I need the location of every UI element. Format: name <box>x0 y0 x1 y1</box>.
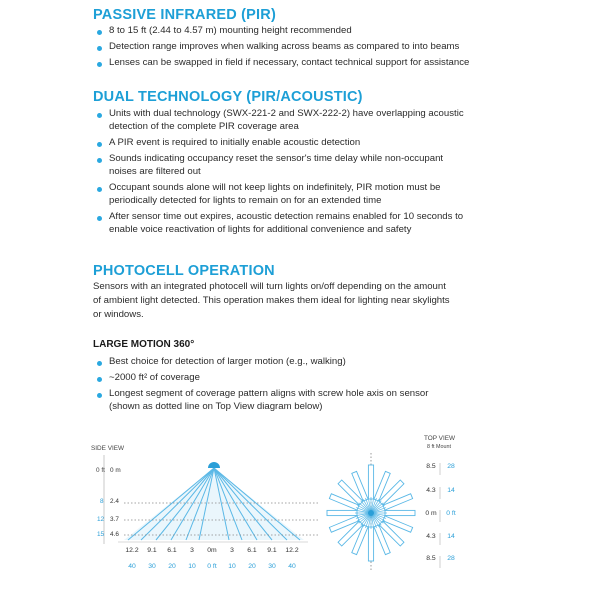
height-m-label: 2.4 <box>110 498 119 505</box>
height-m-label: 3.7 <box>110 516 119 523</box>
dual-bullet-line: A PIR event is required to initially enable acoustic detection <box>109 137 361 148</box>
m-axis-tick: 9.1 <box>267 547 277 554</box>
dual-bullet-line: After sensor time out expires, acoustic detection remains enabled for 10 seconds to <box>109 211 464 222</box>
top-scale-ft-label: 28 <box>447 463 455 470</box>
m-axis-tick: 6.1 <box>167 547 177 554</box>
dual-bullet-line: Units with dual technology (SWX-221-2 and SWX-222-2) have overlapping acoustic <box>109 108 464 119</box>
top-view-subtitle: 8 ft Mount <box>427 444 451 450</box>
photocell-text-line: Sensors with an integrated photocell will turn lights on/off depending on the amount <box>93 281 446 292</box>
large-motion-bullet-line: Best choice for detection of larger motion (e.g., walking) <box>109 356 346 367</box>
height-ft-label: 0 ft <box>96 467 105 474</box>
large-motion-bullet-line: ~2000 ft² of coverage <box>109 372 200 383</box>
sensor-icon <box>368 510 374 516</box>
side-view-title: SIDE VIEW <box>91 445 125 452</box>
m-axis-tick: 3 <box>190 547 194 554</box>
ft-axis-tick: 20 <box>168 563 176 570</box>
ft-axis-tick: 40 <box>128 563 136 570</box>
pir-bullet: Lenses can be swapped in field if necessary, contact technical support for assistance <box>109 57 470 68</box>
top-scale-ft-label: 0 ft <box>446 510 456 517</box>
height-m-label: 4.6 <box>110 531 119 538</box>
large-motion-bullet-line: (shown as dotted line on Top View diagram below) <box>109 401 323 412</box>
top-scale-ft-label: 14 <box>447 487 455 494</box>
pir-bullet: Detection range improves when walking across beams as compared to into beams <box>109 41 460 52</box>
m-axis-tick: 12.2 <box>285 547 299 554</box>
pir-heading: PASSIVE INFRARED (PIR) <box>93 7 276 23</box>
dual-bullet-line: enable voice reactivation of lights for additional convenience and safety <box>109 224 412 235</box>
height-ft-label: 15 <box>97 531 105 538</box>
m-axis-tick: 9.1 <box>147 547 157 554</box>
pir-bullet: 8 to 15 ft (2.44 to 4.57 m) mounting height recommended <box>109 25 352 36</box>
top-scale-m-label: 8.5 <box>426 555 436 562</box>
top-scale-m-label: 0 m <box>425 510 437 517</box>
ft-axis-tick: 40 <box>288 563 296 570</box>
height-ft-label: 8 <box>100 498 104 505</box>
ft-axis-tick: 30 <box>268 563 276 570</box>
large-motion-bullet-line: Longest segment of coverage pattern aligns with screw hole axis on sensor <box>109 388 429 399</box>
top-scale-ft-label: 28 <box>447 555 455 562</box>
coverage-lobe <box>327 510 357 515</box>
top-scale-m-label: 4.3 <box>426 533 436 540</box>
dual-bullet-line: Occupant sounds alone will not keep lights on indefinitely, PIR motion must be <box>109 182 441 193</box>
photocell-text-line: of ambient light detected. This operation makes them ideal for lighting near skylights <box>93 295 450 306</box>
ft-axis-tick: 30 <box>148 563 156 570</box>
photocell-text-line: or windows. <box>93 309 144 320</box>
dual-bullet-line: noises are filtered out <box>109 166 201 177</box>
ft-axis-tick: 10 <box>188 563 196 570</box>
height-m-label: 0 m <box>110 467 121 474</box>
coverage-lobe <box>368 465 373 499</box>
ft-axis-tick: 20 <box>248 563 256 570</box>
top-scale-ft-label: 14 <box>447 533 455 540</box>
top-scale-m-label: 4.3 <box>426 487 436 494</box>
m-axis-tick: 6.1 <box>247 547 257 554</box>
top-scale-m-label: 8.5 <box>426 463 436 470</box>
height-ft-label: 12 <box>97 516 105 523</box>
ft-axis-tick: 0 ft <box>207 563 217 570</box>
photocell-heading: PHOTOCELL OPERATION <box>93 263 275 279</box>
dual-bullet-line: detection of the complete PIR coverage area <box>109 121 299 132</box>
dual-bullet-line: Sounds indicating occupancy reset the sensor's time delay while non-occupant <box>109 153 444 164</box>
dual-bullet-line: periodically detected for lights to remain on for an extended time <box>109 195 382 206</box>
m-axis-tick: 12.2 <box>125 547 139 554</box>
coverage-lobe <box>385 510 415 515</box>
ft-axis-tick: 10 <box>228 563 236 570</box>
top-view-title: TOP VIEW <box>424 435 456 442</box>
m-axis-tick: 0m <box>207 547 217 554</box>
m-axis-tick: 3 <box>230 547 234 554</box>
large-motion-heading: LARGE MOTION 360° <box>93 339 195 350</box>
dual-heading: DUAL TECHNOLOGY (PIR/ACOUSTIC) <box>93 89 363 105</box>
coverage-lobe <box>368 527 373 561</box>
